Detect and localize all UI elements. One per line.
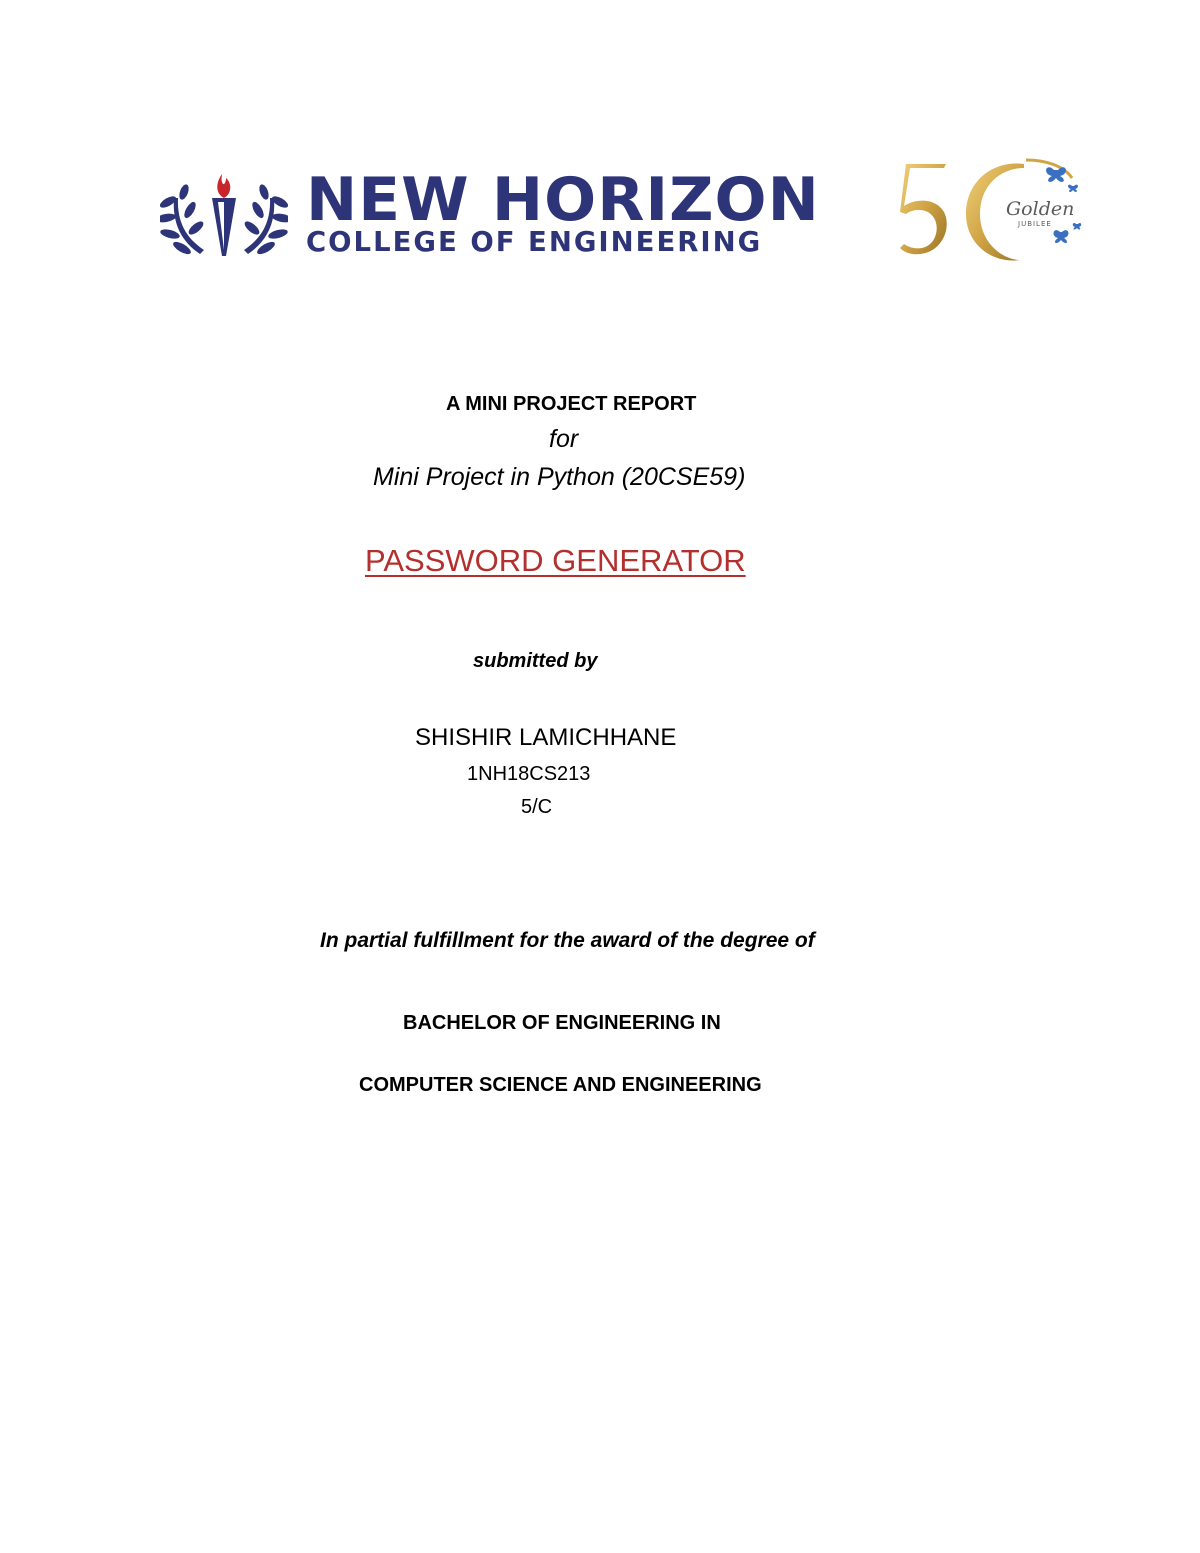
fulfillment-statement: In partial fulfillment for the award of the degree of	[320, 929, 815, 952]
college-name-line1: NEW HORIZON	[306, 165, 820, 235]
college-name-line2: COLLEGE OF ENGINEERING	[306, 226, 763, 258]
jubilee-word: Golden	[1006, 198, 1075, 220]
for-label: for	[549, 425, 579, 453]
author-section: 5/C	[521, 796, 553, 818]
course-name: Mini Project in Python (20CSE59)	[373, 463, 746, 491]
report-label: A MINI PROJECT REPORT	[446, 393, 697, 415]
college-logo	[160, 165, 850, 260]
submitted-by-label: submitted by	[473, 650, 598, 672]
golden-jubilee-logo	[896, 156, 1086, 268]
author-usn: 1NH18CS213	[467, 763, 591, 785]
degree-line2: COMPUTER SCIENCE AND ENGINEERING	[359, 1074, 762, 1096]
jubilee-sub: JUBILEE	[1018, 220, 1052, 228]
project-title: PASSWORD GENERATOR	[365, 543, 746, 578]
torch-laurel-emblem-icon	[160, 168, 288, 260]
author-name: SHISHIR LAMICHHANE	[415, 724, 677, 751]
degree-line1: BACHELOR OF ENGINEERING IN	[403, 1012, 721, 1034]
